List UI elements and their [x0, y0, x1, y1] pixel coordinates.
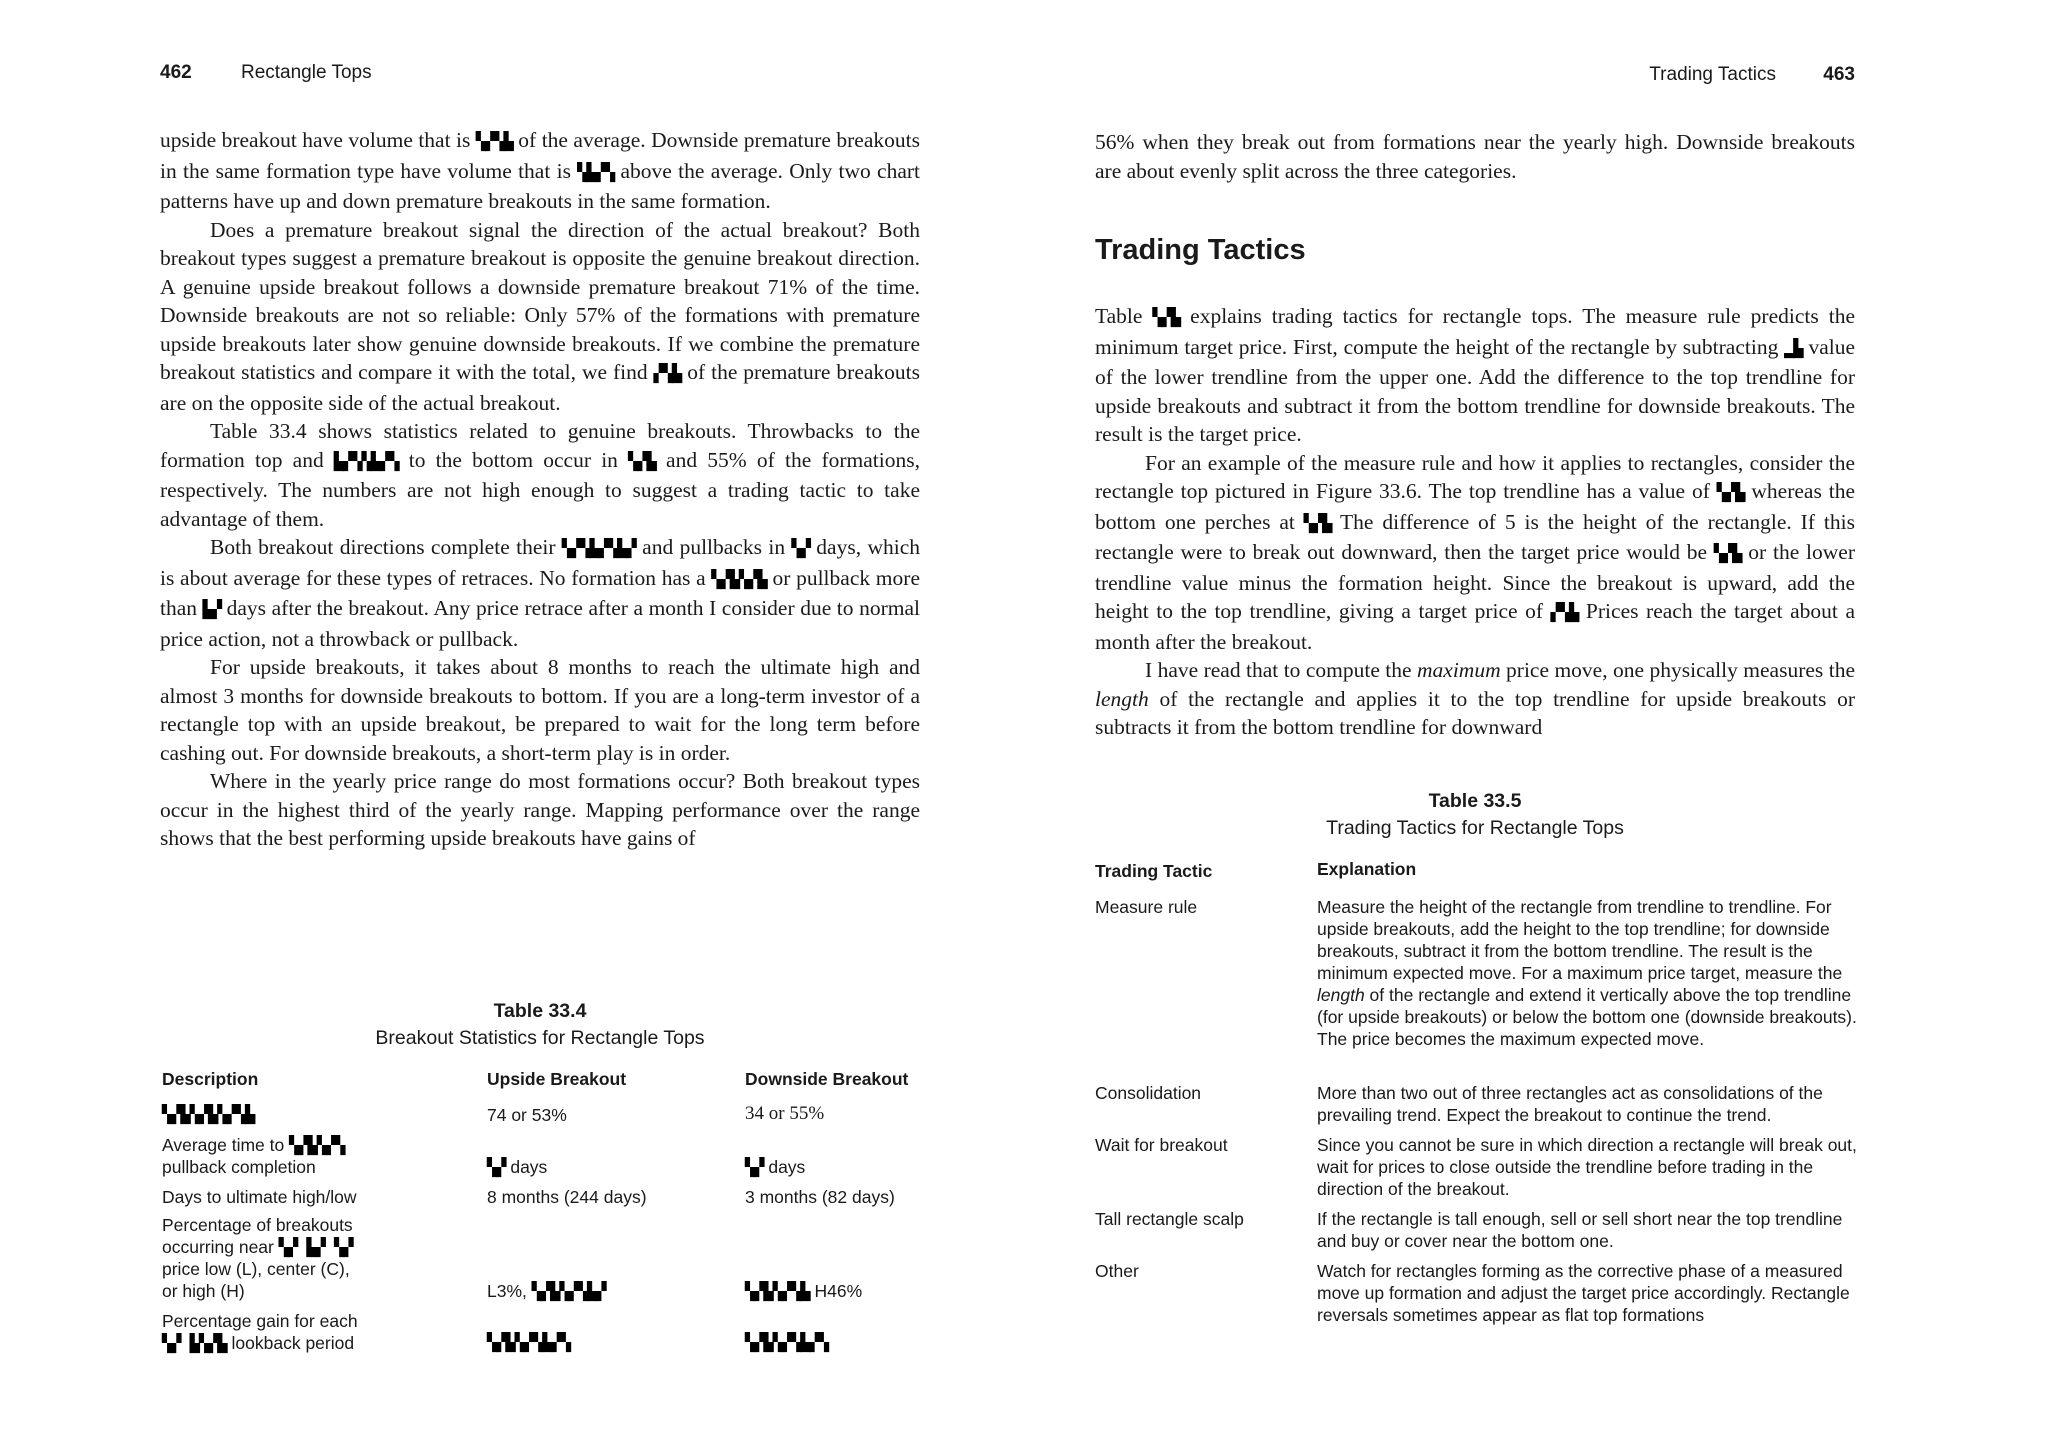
paragraph	[1095, 302, 1855, 449]
left-page-number: 462	[160, 62, 192, 83]
garbled-text: ▚▞ ▙▚▞▙	[162, 1334, 227, 1354]
garbled-text: ▚▞▙	[1716, 483, 1745, 503]
text-run: and 55% of the formations, respectively. The numbers are not high enough to suggest a trading tactic to take advantage of them.	[160, 447, 920, 531]
column-header-tactic: Trading Tactic	[1095, 861, 1213, 881]
table-number: Table 33.4	[493, 1000, 587, 1022]
table-cell-description-line3: price low (L), center (C),	[162, 1259, 350, 1279]
text-run: I have read that to compute the	[1145, 658, 1418, 682]
table-cell-upside: 8 months (244 days)	[487, 1187, 647, 1207]
paragraph	[1095, 656, 1855, 742]
text-run: above the average. Only two chart patterns have up and down premature breakouts in the same formation.	[160, 158, 921, 213]
text-run: lookback period	[226, 1333, 355, 1353]
text-run: Both breakout directions complete their	[210, 535, 562, 559]
text-run: and pullbacks in	[635, 535, 792, 559]
right-page-number: 463	[1823, 64, 1855, 85]
text-run: The difference of 5 is the height of the rectangle. If this rectangle were to break out downward, then the target price would be	[1095, 509, 1855, 564]
table-33-5-caption	[1095, 790, 1855, 840]
garbled-text: ▚▞▙	[1713, 544, 1742, 564]
garbled-text: ▚▞▙	[628, 451, 656, 472]
table-cell-downside: ▚▞▙▚▞▚▙▞▚	[745, 1333, 829, 1353]
table-cell-description-line2	[162, 1236, 353, 1259]
table-cell-upside	[487, 1280, 606, 1303]
column-header-upside: Upside Breakout	[487, 1069, 627, 1089]
text-run: of the rectangle and extend it vertically above the top trendline (for upside breakouts) or below the bottom one (downside breakouts). The price becomes the maximum expected move.	[1317, 985, 1857, 1049]
garbled-text: ▚▞	[791, 539, 810, 559]
text-run: Measure the height of the rectangle from trendline to trendline. For upside breakouts, add the height to the top trendline; for downside breakouts, subtract it from the bottom trendline. The result is the minimum expected move. For a maximum price target, measure the	[1317, 897, 1843, 983]
text-run: value of the lower trendline from the upper one. Add the difference to the top trendline for upside breakouts and subtract it from the bottom trendline for downside breakouts. The result is the target price.	[1095, 334, 1855, 446]
text-run: of the average. Downside premature breakouts in the same formation type have volume that is	[160, 128, 920, 183]
table-cell-description: Percentage of breakouts	[162, 1215, 353, 1235]
garbled-text: ▚▞▙▚▞▚	[289, 1136, 345, 1156]
text-run: days	[763, 1157, 806, 1177]
paragraph	[160, 767, 920, 853]
table-cell-tactic: Other	[1095, 1261, 1139, 1281]
table-33-4-caption	[160, 1000, 920, 1050]
table-cell-downside: 3 months (82 days)	[745, 1187, 895, 1207]
paragraph	[1095, 449, 1855, 657]
text-run: price move, one physically measures the	[1500, 658, 1855, 682]
table-33-4	[160, 1068, 920, 1368]
emphasis-text: maximum	[1417, 658, 1501, 682]
text-run: to the bottom occur in	[398, 447, 629, 472]
table-cell-explanation: More than two out of three rectangles act as consolidations of the prevailing trend. Expect the breakout to continue the trend.	[1317, 1083, 1823, 1125]
text-run: of the premature breakouts are on the opposite side of the actual breakout.	[160, 360, 920, 415]
table-cell-upside: ▚▞▙▚▞▚▙▞▚	[487, 1333, 571, 1353]
garbled-text: ▚▞▙▚▞▚▙▞	[531, 1282, 606, 1302]
garbled-text: ▂▙	[1784, 338, 1803, 359]
garbled-text: ▚▙▞▚	[577, 162, 615, 183]
text-run: days, which is about average for these types of retraces. No formation has a	[160, 535, 921, 590]
right-running-title: Trading Tactics	[1649, 64, 1777, 85]
right-page	[1095, 0, 1855, 1448]
table-33-5	[1095, 860, 1855, 1360]
table-cell-explanation: If the rectangle is tall enough, sell or sell short near the top trendline and buy or cover near the bottom one.	[1317, 1209, 1843, 1251]
paragraph: 56% when they break out from formations near the yearly high. Downside breakouts are about evenly split across the three categories.	[1095, 130, 1855, 183]
table-cell-description-line4: or high (H)	[162, 1281, 245, 1301]
left-running-head	[160, 62, 372, 84]
text-run: Average time to	[162, 1135, 290, 1155]
garbled-text: ▞▚▙	[1550, 603, 1579, 623]
table-cell-description-line2: pullback completion	[162, 1157, 316, 1177]
garbled-text: ▚▞▙▚▞▙	[711, 569, 767, 590]
garbled-text: ▚▞ ▙▞ ▚▞	[278, 1238, 353, 1258]
garbled-text: ▙▞	[202, 600, 222, 620]
text-run: or the lower trendline value minus the formation height. Since the breakout is upward, add the height to the top trendline, giving a target price of	[1095, 540, 1855, 623]
text-run: occurring near	[162, 1237, 279, 1257]
table-cell-tactic: Consolidation	[1095, 1083, 1202, 1103]
table-cell-downside: 34 or 55%	[745, 1103, 825, 1124]
garbled-text: ▞▚▙	[653, 364, 682, 384]
text-run: For upside breakouts, it takes about 8 months to reach the ultimate high and almost 3 months for downside breakouts to bottom. If you are a long-term investor of a rectangle top with an upside breakout, be prepared to wait for the long term before cashing out. For downside breakouts, a short-term play is in order.	[160, 655, 920, 765]
text-run: days after the breakout. Any price retrace after a month I consider due to normal price action, not a throwback or pullback.	[160, 596, 920, 651]
right-body-text	[1095, 302, 1855, 742]
text-run: Table	[1095, 304, 1153, 328]
table-title: Breakout Statistics for Rectangle Tops	[375, 1027, 705, 1049]
garbled-text: ▚▞▚▙▞▚▙▞	[561, 539, 636, 559]
table-cell-tactic: Measure rule	[1095, 897, 1198, 917]
paragraph	[160, 533, 920, 653]
table-cell-tactic: Tall rectangle scalp	[1095, 1209, 1244, 1229]
paragraph	[160, 126, 920, 216]
text-run: days	[505, 1157, 548, 1177]
table-cell-downside	[745, 1156, 805, 1179]
garbled-text: ▚▞	[745, 1158, 764, 1178]
table-cell-explanation: Since you cannot be sure in which direction a rectangle will break out, wait for prices to close outside the trendline before trading in the direction of the breakout.	[1317, 1135, 1857, 1199]
emphasis-text: length	[1317, 985, 1365, 1005]
section-heading: Trading Tactics	[1095, 234, 1306, 266]
left-running-title: Rectangle Tops	[240, 62, 372, 83]
text-run: Does a premature breakout signal the direction of the actual breakout? Both breakout types suggest a premature breakout is opposite the genuine breakout direction. A genuine upside breakout follows a downside premature breakout 71% of the time. Downside breakouts are not so reliable: Only 57% of the formations with premature upside breakouts later show genuine downside breakouts. If we combine the premature breakout statistics and compare it with the total, we find	[160, 217, 920, 384]
column-header-description: Description	[162, 1069, 259, 1089]
text-run: For an example of the measure rule and how it applies to rectangles, consider the rectangle top pictured in Figure 33.6. The top trendline has a value of	[1095, 450, 1855, 503]
text-run: or pullback more than	[160, 565, 920, 620]
left-page	[160, 0, 920, 1448]
table-cell-description	[162, 1134, 345, 1157]
left-body-text	[160, 126, 920, 853]
paragraph	[160, 653, 920, 767]
garbled-text: ▚▞▙▚▞▚▙	[745, 1282, 810, 1302]
table-cell-description: Days to ultimate high/low	[162, 1187, 357, 1207]
column-header-downside: Downside Breakout	[745, 1069, 909, 1089]
table-cell-description: Percentage gain for each	[162, 1311, 358, 1331]
text-run: Prices reach the target about a month after the breakout.	[1095, 599, 1855, 654]
paragraph	[160, 417, 920, 533]
garbled-text: ▚▞▙	[1152, 308, 1181, 328]
text-run: H46%	[809, 1281, 863, 1301]
text-run: Where in the yearly price range do most formations occur? Both breakout types occur in the highest third of the yearly range. Mapping performance over the range shows that the best performing upside breakouts have gains of	[160, 769, 920, 850]
table-cell-downside	[745, 1280, 862, 1303]
table-cell-description: ▚▞▙▚▞▙▚▞▚▙	[162, 1105, 255, 1125]
table-cell-explanation	[1317, 896, 1857, 1050]
table-cell-explanation: Watch for rectangles forming as the corrective phase of a measured move up formation and adjust the target price accordingly. Rectangle reversals sometimes appear as flat top formations	[1317, 1261, 1850, 1325]
text-run: of the rectangle and applies it to the top trendline for upside breakouts or subtracts it from the bottom trendline for downward	[1095, 686, 1855, 739]
right-running-head	[1649, 64, 1855, 86]
table-cell-description-line2	[162, 1332, 354, 1355]
text-run: L3%,	[487, 1281, 532, 1301]
right-intro-text	[1095, 128, 1855, 185]
text-run: whereas the bottom one perches at	[1095, 479, 1855, 534]
garbled-text: ▚▞▙	[1303, 513, 1332, 534]
garbled-text: ▙▞▚▚▙▞▚	[333, 451, 399, 472]
table-title: Trading Tactics for Rectangle Tops	[1326, 817, 1624, 839]
text-run: explains trading tactics for rectangle tops. The measure rule predicts the minimum target price. First, compute the height of the rectangle by subtracting	[1095, 304, 1855, 359]
emphasis-text: length	[1095, 686, 1149, 711]
text-run: upside breakout have volume that is	[160, 128, 476, 152]
table-cell-upside	[487, 1156, 547, 1179]
column-header-explanation: Explanation	[1317, 859, 1417, 879]
text-run: Table 33.4 shows statistics related to genuine breakouts. Throwbacks to the formation top and	[160, 419, 920, 472]
table-number: Table 33.5	[1428, 790, 1522, 812]
garbled-text: ▚▞	[487, 1158, 506, 1178]
paragraph	[160, 216, 920, 418]
garbled-text: ▚▞▚▙	[475, 132, 513, 152]
table-cell-tactic: Wait for breakout	[1095, 1135, 1228, 1155]
table-cell-upside: 74 or 53%	[487, 1105, 567, 1125]
